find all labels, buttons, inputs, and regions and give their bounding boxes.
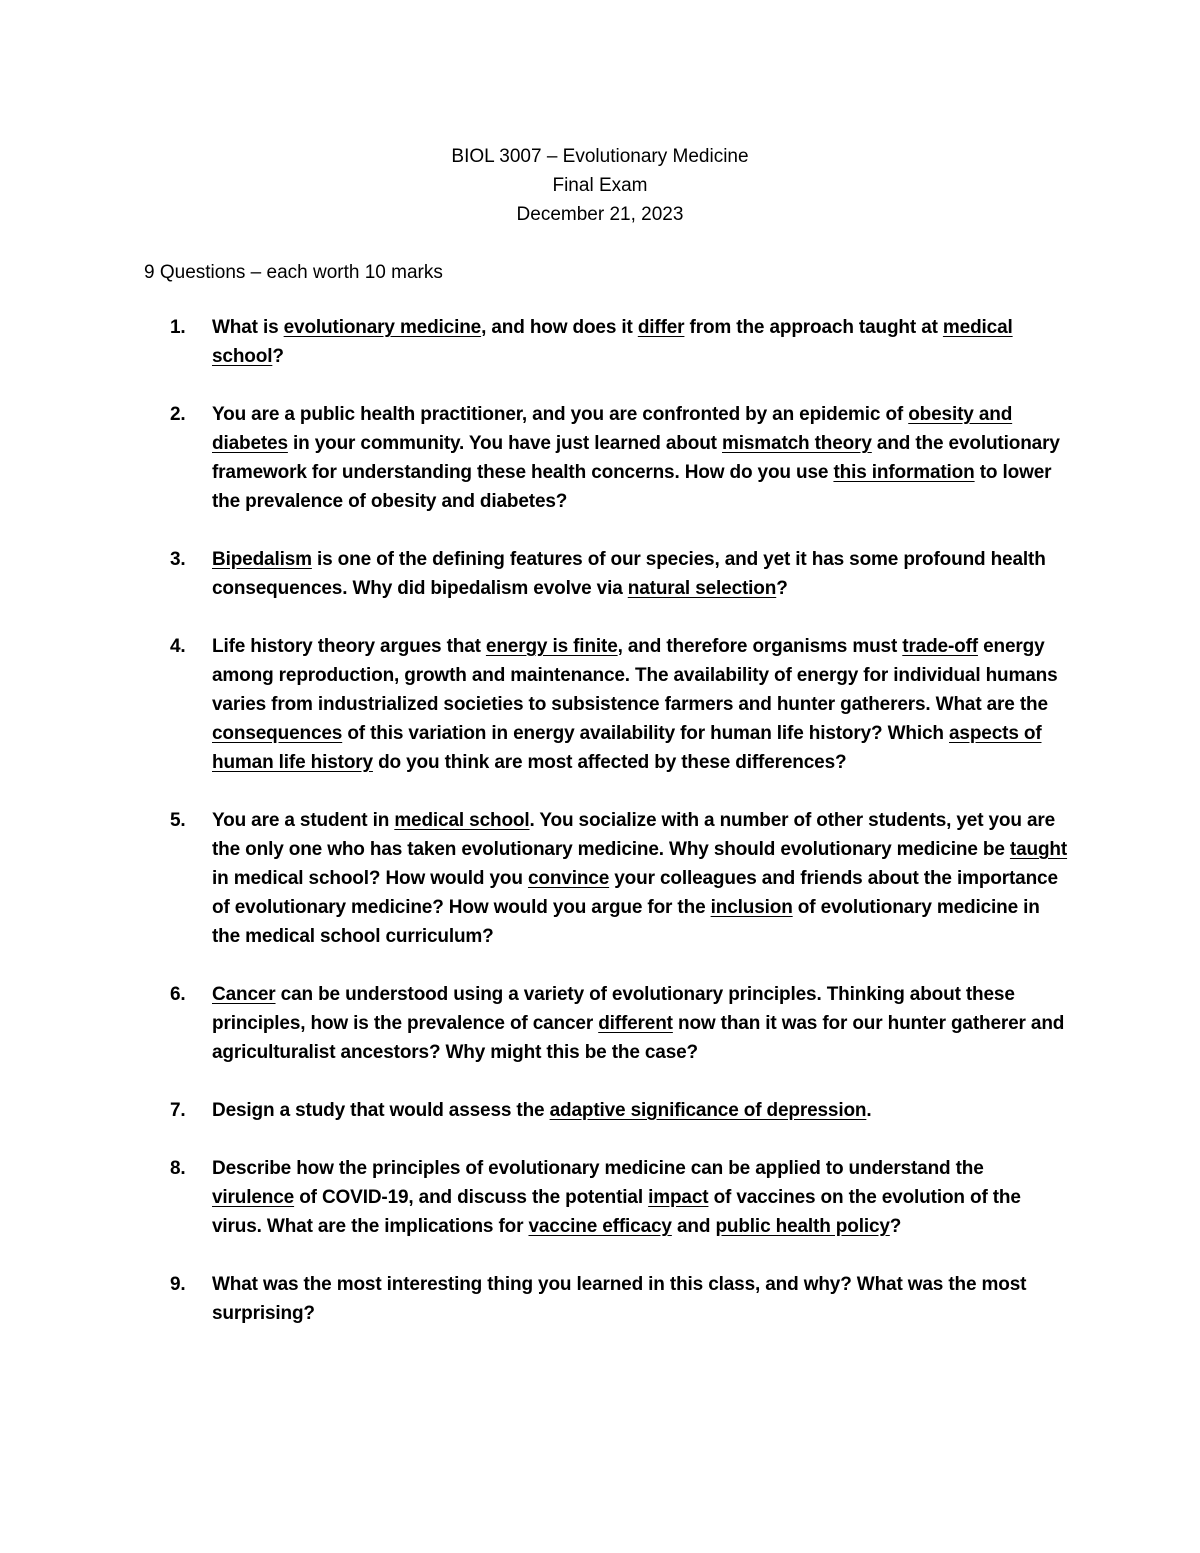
underlined-term: mismatch theory [722,433,872,454]
question-text-segment: What was the most interesting thing you learned in this class, and why? What was the most surprising? [212,1274,1027,1324]
question-text-segment: Design a study that would assess the [212,1100,550,1121]
question-number: 2. [170,404,186,425]
underlined-term: inclusion [710,897,793,918]
question-item [170,313,1070,371]
underlined-term: impact [648,1187,709,1208]
underlined-term: consequences [212,723,343,744]
question-text-segment: What is [212,317,284,338]
question-item [170,806,1070,951]
underlined-term: natural selection [627,578,777,599]
course-title: BIOL 3007 – Evolutionary Medicine [451,146,749,167]
question-text [212,1158,1021,1237]
question-number: 4. [170,636,186,657]
question-text [212,404,1060,512]
question-text-segment: You are a public health practitioner, and you are confronted by an epidemic of [212,404,909,425]
question-text [212,810,1067,947]
underlined-term: this information [833,462,975,483]
question-text-segment: ? [776,578,788,599]
question-text-segment: . You socialize with a number of other students, yet you are the only one who has taken evolutionary medicine. Why should evolutionary medicine be [212,810,1056,860]
underlined-term: medical school [394,810,530,831]
question-text-segment: of COVID-19, and discuss the potential [294,1187,649,1208]
underlined-term: vaccine efficacy [528,1216,672,1237]
underlined-term: convince [527,868,610,889]
question-item [170,980,1070,1067]
question-text [212,317,1013,367]
underlined-term: Bipedalism [212,549,312,570]
question-text [212,1100,872,1121]
question-item [170,400,1070,516]
question-text-segment: in your community. You have just learned about [287,433,722,454]
underlined-term: aspects of human life history [212,723,1042,773]
question-text-segment: can be understood using a variety of evolutionary principles. Thinking about these principles, how is the prevalence of cancer [212,984,1015,1034]
question-item [170,1096,1070,1125]
exam-date: December 21, 2023 [516,204,684,225]
question-text-segment: of this variation in energy availability for human life history? Which [342,723,950,744]
question-text-segment: . [866,1100,872,1121]
question-number: 7. [170,1100,186,1121]
question-text-segment: and the evolutionary framework for understanding these health concerns. How do you use [212,433,1060,483]
question-text-segment: your colleagues and friends about the importance of evolutionary medicine? How would you argue for the [212,868,1058,918]
underlined-term: differ [637,317,685,338]
question-count-note: 9 Questions – each worth 10 marks [144,262,443,283]
question-item [170,632,1070,777]
underlined-term: virulence [212,1187,295,1208]
question-text-segment: ? [272,346,284,367]
question-text-segment: is one of the defining features of our species, and yet it has some profound health consequences. Why did bipedalism evolve via [212,549,1046,599]
question-text [212,984,1064,1063]
question-text-segment: of vaccines on the evolution of the virus. What are the implications for [212,1187,1021,1237]
question-text-segment: of evolutionary medicine in the medical school curriculum? [212,897,1040,947]
underlined-term: Cancer [212,984,276,1005]
underlined-term: medical school [212,317,1013,367]
question-number: 9. [170,1274,186,1295]
question-text [212,549,1046,599]
underlined-term: public health policy [715,1216,890,1237]
question-text-segment: do you think are most affected by these differences? [372,752,847,773]
question-text-segment: now than it was for our hunter gatherer and agriculturalist ancestors? Why might this be the case? [212,1013,1065,1063]
underlined-term: evolutionary medicine [283,317,482,338]
question-number: 5. [170,810,186,831]
question-number: 6. [170,984,186,1005]
question-text-segment: , and how does it [481,317,638,338]
question-number: 3. [170,549,186,570]
question-text-segment: You are a student in [212,810,395,831]
question-text-segment: , and therefore organisms must [617,636,903,657]
underlined-term: taught [1009,839,1068,860]
question-item [170,545,1070,603]
exam-title: Final Exam [552,175,648,196]
question-item [170,1154,1070,1241]
underlined-term: different [598,1013,673,1034]
underlined-term: adaptive significance of depression [549,1100,867,1121]
underlined-term: energy is finite [485,636,618,657]
question-text-segment: Describe how the principles of evolutionary medicine can be applied to understand the [212,1158,984,1179]
question-number: 8. [170,1158,186,1179]
question-text-segment: energy among reproduction, growth and maintenance. The availability of energy for individual humans varies from industrialized societies to subsistence farmers and hunter gatherers. What are the [212,636,1058,715]
question-text-segment: ? [889,1216,902,1237]
question-text [212,636,1058,773]
question-text-segment: to lower the prevalence of obesity and diabetes? [212,462,1052,512]
question-item [170,1270,1070,1328]
question-text-segment: Life history theory argues that [212,636,486,657]
question-text-segment: and [671,1216,716,1237]
question-list [170,313,1070,1357]
question-text-segment: in medical school? How would you [212,868,528,889]
underlined-term: trade-off [902,636,978,657]
question-number: 1. [170,317,186,338]
question-text-segment: from the approach taught at [684,317,943,338]
question-text [212,1274,1026,1324]
exam-header [0,142,1200,229]
underlined-term: obesity and diabetes [212,404,1013,454]
